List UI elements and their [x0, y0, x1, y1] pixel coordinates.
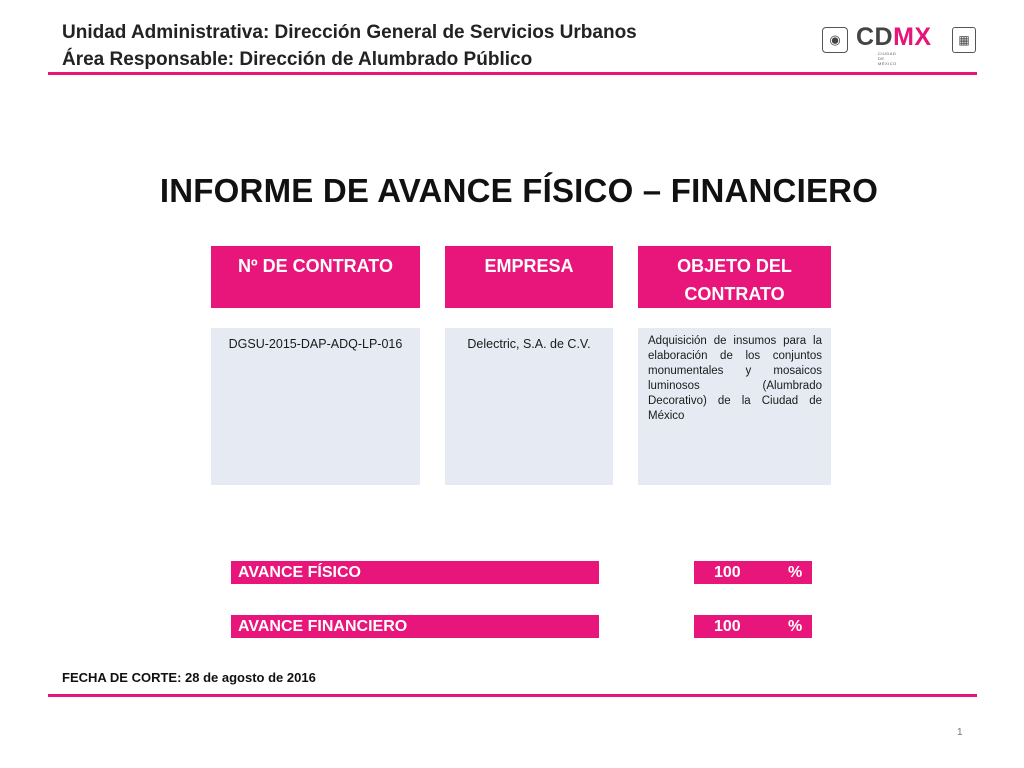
physical-progress-label: AVANCE FÍSICO — [231, 561, 599, 584]
financial-progress-number: 100 — [714, 618, 741, 635]
financial-progress-unit: % — [788, 618, 803, 635]
seal-icon: ◉ — [822, 27, 848, 53]
financial-progress-value — [694, 615, 812, 638]
bottom-divider — [48, 694, 977, 697]
cdmx-logo-subtitle: CIUDAD DE MÉXICO — [878, 51, 897, 66]
cell-company: Delectric, S.A. de C.V. — [445, 328, 613, 485]
physical-progress-number: 100 — [714, 564, 741, 581]
header-company: EMPRESA — [445, 246, 613, 308]
page-title: INFORME DE AVANCE FÍSICO – FINANCIERO — [159, 172, 879, 209]
cutoff-date: FECHA DE CORTE: 28 de agosto de 2016 — [62, 670, 316, 685]
header-contract-object: OBJETO DEL CONTRATO — [638, 246, 831, 308]
header-responsible-area: Área Responsable: Dirección de Alumbrado Público — [62, 49, 533, 70]
financial-progress-label: AVANCE FINANCIERO — [231, 615, 599, 638]
page-number: 1 — [957, 727, 963, 738]
header-administrative-unit: Unidad Administrativa: Dirección General de Servicios Urbanos — [62, 22, 637, 43]
top-divider — [48, 72, 977, 75]
physical-progress-value — [694, 561, 812, 584]
cdmx-logo: CDMX — [856, 23, 932, 51]
physical-progress-unit: % — [788, 564, 803, 581]
government-badge-icon: ▦ — [952, 27, 976, 53]
cell-contract-object: Adquisición de insumos para la elaboración de los conjuntos monumentales y mosaicos luminosos (Alumbrado Decorativo) de la Ciudad de México — [638, 328, 831, 485]
header-contract-number: Nº DE CONTRATO — [211, 246, 420, 308]
cell-contract-number: DGSU-2015-DAP-ADQ-LP-016 — [211, 328, 420, 485]
